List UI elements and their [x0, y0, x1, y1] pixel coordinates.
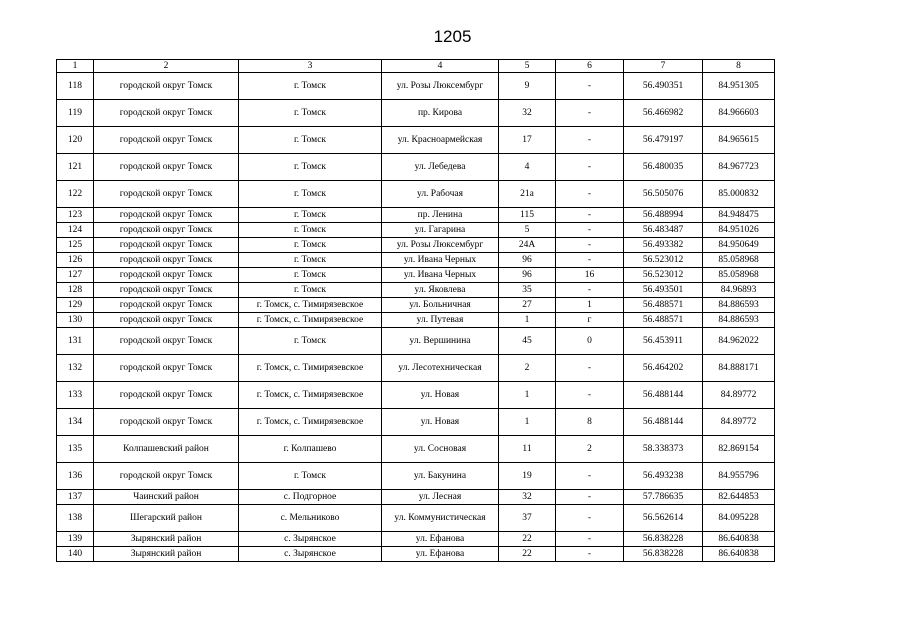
table-cell: городской округ Томск: [94, 208, 239, 223]
table-cell: 136: [57, 463, 94, 490]
table-cell: ул. Розы Люксембург: [382, 238, 499, 253]
table-cell: с. Зырянское: [239, 547, 382, 562]
table-row: [57, 208, 775, 223]
table-cell: 4: [499, 154, 556, 181]
table-cell: 120: [57, 127, 94, 154]
table-cell: с. Мельниково: [239, 505, 382, 532]
table-cell: 56.488144: [624, 409, 703, 436]
table-row: [57, 490, 775, 505]
table-cell: -: [556, 283, 624, 298]
table-cell: -: [556, 154, 624, 181]
table-cell: -: [556, 208, 624, 223]
table-cell: 58.338373: [624, 436, 703, 463]
table-cell: 56.493501: [624, 283, 703, 298]
table-cell: 19: [499, 463, 556, 490]
table-cell: ул. Яковлева: [382, 283, 499, 298]
table-row: [57, 238, 775, 253]
table-cell: пр. Кирова: [382, 100, 499, 127]
table-cell: городской округ Томск: [94, 181, 239, 208]
table-cell: 84.951305: [703, 73, 775, 100]
table-cell: 56.488144: [624, 382, 703, 409]
table-cell: 84.89772: [703, 382, 775, 409]
table-cell: 37: [499, 505, 556, 532]
table-row: [57, 253, 775, 268]
table-cell: 85.058968: [703, 268, 775, 283]
table-cell: городской округ Томск: [94, 382, 239, 409]
table-cell: 22: [499, 532, 556, 547]
table-cell: ул. Ефанова: [382, 547, 499, 562]
table-cell: 56.838228: [624, 532, 703, 547]
table-cell: г. Томск: [239, 238, 382, 253]
table-cell: г. Томск, с. Тимирязевское: [239, 313, 382, 328]
table-cell: 139: [57, 532, 94, 547]
table-cell: 56.466982: [624, 100, 703, 127]
data-table: [56, 59, 775, 562]
table-cell: Шегарский район: [94, 505, 239, 532]
table-cell: г. Томск: [239, 154, 382, 181]
table-cell: 86.640838: [703, 547, 775, 562]
table-cell: 56.488994: [624, 208, 703, 223]
table-cell: 22: [499, 547, 556, 562]
table-row: [57, 382, 775, 409]
table-cell: г. Колпашево: [239, 436, 382, 463]
table-cell: 134: [57, 409, 94, 436]
table-cell: 1: [499, 409, 556, 436]
table-cell: ул. Лебедева: [382, 154, 499, 181]
table-row: [57, 181, 775, 208]
column-header: 8: [703, 60, 775, 73]
table-cell: 84.966603: [703, 100, 775, 127]
column-header: 2: [94, 60, 239, 73]
table-cell: ул. Путевая: [382, 313, 499, 328]
table-cell: 35: [499, 283, 556, 298]
table-cell: 131: [57, 328, 94, 355]
table-cell: городской округ Томск: [94, 463, 239, 490]
table-cell: 138: [57, 505, 94, 532]
table-cell: ул. Новая: [382, 409, 499, 436]
table-cell: городской округ Томск: [94, 223, 239, 238]
table-cell: 1: [499, 313, 556, 328]
table-row: [57, 100, 775, 127]
table-cell: Чаинский район: [94, 490, 239, 505]
table-cell: 56.479197: [624, 127, 703, 154]
table-cell: Зырянский район: [94, 532, 239, 547]
table-cell: 56.490351: [624, 73, 703, 100]
table-cell: 124: [57, 223, 94, 238]
table-cell: 85.058968: [703, 253, 775, 268]
table-cell: 140: [57, 547, 94, 562]
table-row: [57, 154, 775, 181]
table-cell: 2: [556, 436, 624, 463]
table-row: [57, 436, 775, 463]
table-cell: г: [556, 313, 624, 328]
table-row: [57, 463, 775, 490]
table-row: [57, 505, 775, 532]
table-cell: г. Томск, с. Тимирязевское: [239, 409, 382, 436]
table-row: [57, 532, 775, 547]
table-row: [57, 409, 775, 436]
table-cell: г. Томск, с. Тимирязевское: [239, 355, 382, 382]
table-cell: городской округ Томск: [94, 313, 239, 328]
table-cell: 86.640838: [703, 532, 775, 547]
table-row: [57, 355, 775, 382]
column-header: 6: [556, 60, 624, 73]
table-cell: 11: [499, 436, 556, 463]
table-cell: городской округ Томск: [94, 298, 239, 313]
table-cell: 137: [57, 490, 94, 505]
table-cell: 123: [57, 208, 94, 223]
table-cell: 82.869154: [703, 436, 775, 463]
table-cell: 56.838228: [624, 547, 703, 562]
table-cell: 84.886593: [703, 298, 775, 313]
table-cell: -: [556, 100, 624, 127]
table-cell: 32: [499, 490, 556, 505]
table-cell: г. Томск, с. Тимирязевское: [239, 382, 382, 409]
table-cell: -: [556, 181, 624, 208]
table-cell: -: [556, 463, 624, 490]
table-cell: -: [556, 223, 624, 238]
table-cell: 8: [556, 409, 624, 436]
table-row: [57, 313, 775, 328]
table-cell: 129: [57, 298, 94, 313]
column-header: 1: [57, 60, 94, 73]
table-cell: ул. Лесная: [382, 490, 499, 505]
table-cell: Колпашевский район: [94, 436, 239, 463]
table-cell: г. Томск, с. Тимирязевское: [239, 298, 382, 313]
table-cell: 56.523012: [624, 253, 703, 268]
table-cell: 85.000832: [703, 181, 775, 208]
table-cell: 57.786635: [624, 490, 703, 505]
table-cell: 56.493238: [624, 463, 703, 490]
table-cell: городской округ Томск: [94, 127, 239, 154]
table-cell: 21а: [499, 181, 556, 208]
table-cell: 127: [57, 268, 94, 283]
table-cell: с. Зырянское: [239, 532, 382, 547]
table-cell: городской округ Томск: [94, 283, 239, 298]
table-cell: г. Томск: [239, 73, 382, 100]
table-cell: -: [556, 505, 624, 532]
table-cell: 135: [57, 436, 94, 463]
table-row: [57, 223, 775, 238]
table-cell: ул. Ивана Черных: [382, 268, 499, 283]
table-cell: г. Томск: [239, 253, 382, 268]
table-cell: городской округ Томск: [94, 100, 239, 127]
table-cell: 126: [57, 253, 94, 268]
table-cell: г. Томск: [239, 328, 382, 355]
table-cell: 56.488571: [624, 298, 703, 313]
table-row: [57, 328, 775, 355]
table-cell: пр. Ленина: [382, 208, 499, 223]
table-cell: 9: [499, 73, 556, 100]
table-cell: ул. Больничная: [382, 298, 499, 313]
column-header: 3: [239, 60, 382, 73]
table-cell: 84.965615: [703, 127, 775, 154]
table-row: [57, 547, 775, 562]
table-cell: ул. Сосновая: [382, 436, 499, 463]
table-cell: 84.888171: [703, 355, 775, 382]
table-cell: 115: [499, 208, 556, 223]
table-cell: ул. Ефанова: [382, 532, 499, 547]
table-cell: городской округ Томск: [94, 238, 239, 253]
table-cell: 121: [57, 154, 94, 181]
table-cell: 17: [499, 127, 556, 154]
header-row: [57, 60, 775, 73]
column-header: 7: [624, 60, 703, 73]
table-cell: -: [556, 382, 624, 409]
table-cell: городской округ Томск: [94, 154, 239, 181]
table-cell: г. Томск: [239, 223, 382, 238]
table-cell: ул. Лесотехническая: [382, 355, 499, 382]
table-cell: 84.886593: [703, 313, 775, 328]
table-cell: 132: [57, 355, 94, 382]
table-cell: городской округ Томск: [94, 409, 239, 436]
table-cell: г. Томск: [239, 181, 382, 208]
table-cell: ул. Вершинина: [382, 328, 499, 355]
table-cell: ул. Рабочая: [382, 181, 499, 208]
table-cell: -: [556, 253, 624, 268]
table-cell: 84.950649: [703, 238, 775, 253]
table-cell: 56.505076: [624, 181, 703, 208]
table-cell: 96: [499, 253, 556, 268]
table-cell: г. Томск: [239, 283, 382, 298]
table-cell: 56.464202: [624, 355, 703, 382]
table-cell: 2: [499, 355, 556, 382]
table-cell: 133: [57, 382, 94, 409]
page-number: 1205: [433, 27, 472, 46]
table-cell: 56.453911: [624, 328, 703, 355]
column-header: 4: [382, 60, 499, 73]
table-cell: городской округ Томск: [94, 268, 239, 283]
table-cell: Зырянский район: [94, 547, 239, 562]
table-cell: 56.562614: [624, 505, 703, 532]
table-cell: -: [556, 238, 624, 253]
table-row: [57, 73, 775, 100]
table-cell: 27: [499, 298, 556, 313]
table-cell: 128: [57, 283, 94, 298]
table-cell: -: [556, 490, 624, 505]
table-cell: ул. Красноармейская: [382, 127, 499, 154]
table-cell: 56.483487: [624, 223, 703, 238]
table-cell: 45: [499, 328, 556, 355]
table-cell: 84.96893: [703, 283, 775, 298]
table-cell: 84.095228: [703, 505, 775, 532]
table-row: [57, 268, 775, 283]
table-cell: -: [556, 73, 624, 100]
table-cell: -: [556, 547, 624, 562]
table-cell: 84.962022: [703, 328, 775, 355]
table-cell: ул. Гагарина: [382, 223, 499, 238]
table-cell: ул. Бакунина: [382, 463, 499, 490]
table-cell: ул. Коммунистическая: [382, 505, 499, 532]
table-cell: 5: [499, 223, 556, 238]
table-row: [57, 127, 775, 154]
table-cell: 56.523012: [624, 268, 703, 283]
table-cell: 119: [57, 100, 94, 127]
table-cell: 125: [57, 238, 94, 253]
table-cell: 84.955796: [703, 463, 775, 490]
table-cell: с. Подгорное: [239, 490, 382, 505]
table-cell: ул. Ивана Черных: [382, 253, 499, 268]
table-cell: -: [556, 532, 624, 547]
table-cell: ул. Новая: [382, 382, 499, 409]
table-cell: 32: [499, 100, 556, 127]
table-cell: 1: [499, 382, 556, 409]
table-cell: 56.488571: [624, 313, 703, 328]
table-cell: -: [556, 355, 624, 382]
table-cell: городской округ Томск: [94, 328, 239, 355]
table-cell: городской округ Томск: [94, 253, 239, 268]
table-cell: -: [556, 127, 624, 154]
table-cell: г. Томск: [239, 268, 382, 283]
table-cell: г. Томск: [239, 127, 382, 154]
table-cell: 1: [556, 298, 624, 313]
table-cell: ул. Розы Люксембург: [382, 73, 499, 100]
table-cell: 16: [556, 268, 624, 283]
table-row: [57, 298, 775, 313]
table-cell: 122: [57, 181, 94, 208]
table-cell: 84.89772: [703, 409, 775, 436]
table-cell: г. Томск: [239, 100, 382, 127]
table-cell: г. Томск: [239, 463, 382, 490]
table-cell: 56.480035: [624, 154, 703, 181]
table-cell: 96: [499, 268, 556, 283]
table-row: [57, 283, 775, 298]
table-cell: 0: [556, 328, 624, 355]
table-cell: 84.967723: [703, 154, 775, 181]
table-cell: г. Томск: [239, 208, 382, 223]
table-cell: 84.948475: [703, 208, 775, 223]
table-cell: 118: [57, 73, 94, 100]
table-cell: 130: [57, 313, 94, 328]
table-cell: 82.644853: [703, 490, 775, 505]
table-cell: 84.951026: [703, 223, 775, 238]
table-cell: 24А: [499, 238, 556, 253]
table-cell: 56.493382: [624, 238, 703, 253]
column-header: 5: [499, 60, 556, 73]
table-cell: городской округ Томск: [94, 73, 239, 100]
table-cell: городской округ Томск: [94, 355, 239, 382]
